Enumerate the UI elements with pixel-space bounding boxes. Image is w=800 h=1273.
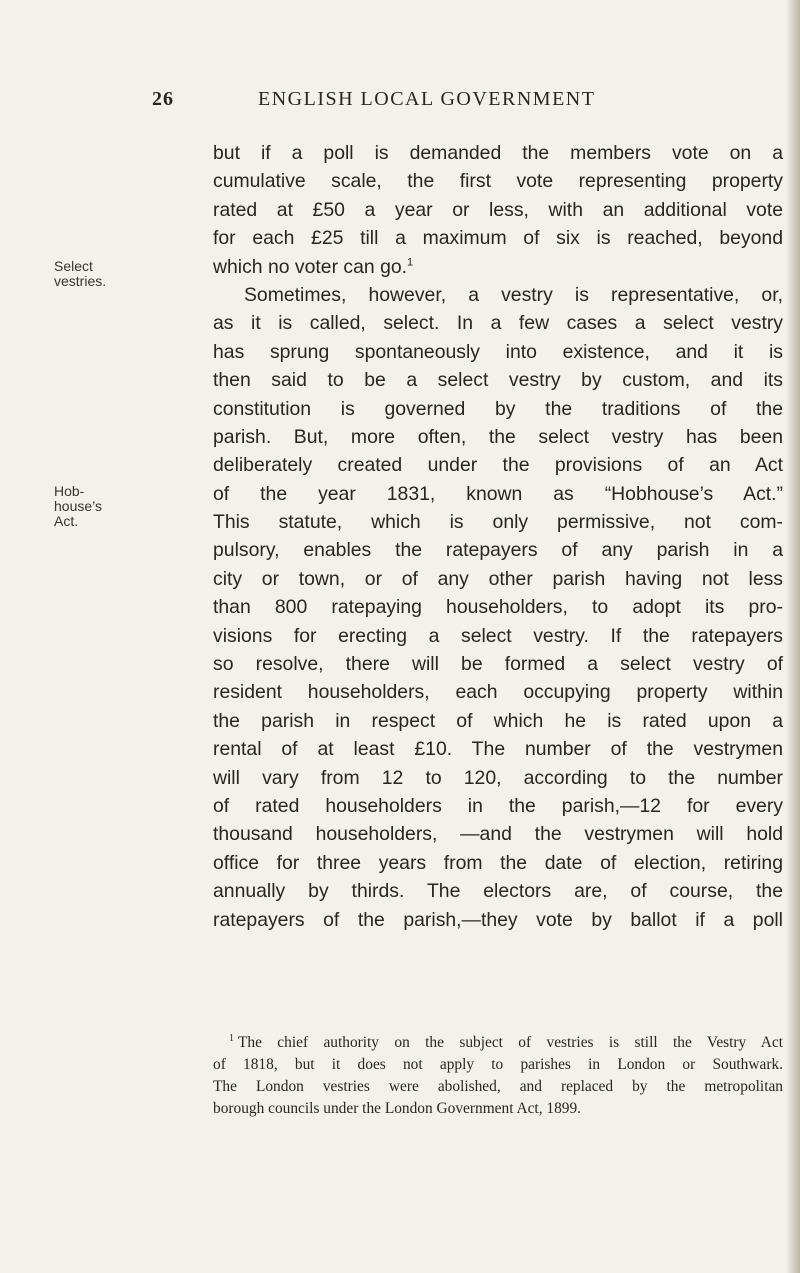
body-line: Sometimes, however, a vestry is representative, or, (244, 283, 783, 306)
body-line: will vary from 12 to 120, according to the number (213, 766, 783, 789)
footnote-line (213, 1032, 783, 1054)
margin-note-line: Act. (54, 513, 79, 529)
footnote-line: The London vestries were abolished, and replaced by the metropolitan (213, 1078, 783, 1095)
body-line: but if a poll is demanded the members vote on a (213, 142, 783, 164)
body-line: annually by thirds. The electors are, of course, the (213, 880, 783, 903)
body-line: the parish in respect of which he is rated upon a (213, 709, 783, 732)
body-line: as it is called, select. In a few cases a select vestry (213, 312, 783, 335)
body-line: parish. But, more often, the select vestry has been (213, 425, 783, 448)
margin-note-line: house’s (54, 498, 103, 514)
body-line: rental of at least £10. The number of the vestrymen (213, 738, 783, 761)
margin-note-line: Select (54, 258, 93, 274)
body-line (213, 253, 783, 281)
running-title: ENGLISH LOCAL GOVERNMENT (258, 88, 596, 110)
page-number: 26 (152, 88, 174, 110)
margin-note-select-vestries (54, 259, 106, 289)
body-line: then said to be a select vestry by custom, and its (213, 369, 783, 392)
body-line: constitution is governed by the traditions of the (213, 397, 783, 420)
body-line: deliberately created under the provisions of an Act (213, 454, 783, 477)
body-line: has sprung spontaneously into existence, and it is (213, 340, 783, 363)
body-line: so resolve, there will be formed a select vestry of (213, 653, 783, 676)
footnote-text: The chief authority on the subject of vestries is still the Vestry Act (238, 1034, 783, 1051)
body-line: rated at £50 a year or less, with an additional vote (213, 198, 783, 221)
margin-note-line: Hob- (54, 483, 85, 499)
page-edge (786, 0, 800, 1273)
body-line-text: which no voter can go. (213, 255, 408, 278)
body-line: visions for erecting a select vestry. If the ratepayers (213, 624, 783, 647)
body-line: ratepayers of the parish,—they vote by ballot if a poll (213, 908, 783, 931)
body-line: than 800 ratepaying householders, to adopt its pro- (213, 596, 783, 619)
footnote-reference: 1 (407, 256, 414, 269)
body-line: city or town, or of any other parish having not less (213, 567, 783, 590)
body-line: office for three years from the date of election, retiring (213, 851, 783, 874)
body-line: of the year 1831, known as “Hobhouse’s Act.” (213, 482, 783, 505)
margin-note-line: vestries. (54, 273, 107, 289)
margin-note-hobhouses-act (54, 484, 102, 529)
footnotes (213, 1032, 783, 1120)
body-text (213, 139, 783, 934)
body-line: This statute, which is only permissive, not com- (213, 511, 783, 534)
body-line: pulsory, enables the ratepayers of any parish in a (213, 539, 783, 562)
footnote-mark: 1 (229, 1032, 234, 1044)
footnote-line: borough councils under the London Government Act, 1899. (213, 1100, 582, 1117)
running-header (152, 88, 672, 118)
body-line: thousand householders, —and the vestrymen will hold (213, 823, 783, 846)
body-line: for each £25 till a maximum of six is reached, beyond (213, 227, 783, 250)
body-line: cumulative scale, the first vote representing property (213, 170, 783, 193)
footnote-line: of 1818, but it does not apply to parishes in London or Southwark. (213, 1056, 783, 1073)
body-line: of rated householders in the parish,—12 for every (213, 794, 783, 817)
body-line: resident householders, each occupying property within (213, 681, 783, 704)
